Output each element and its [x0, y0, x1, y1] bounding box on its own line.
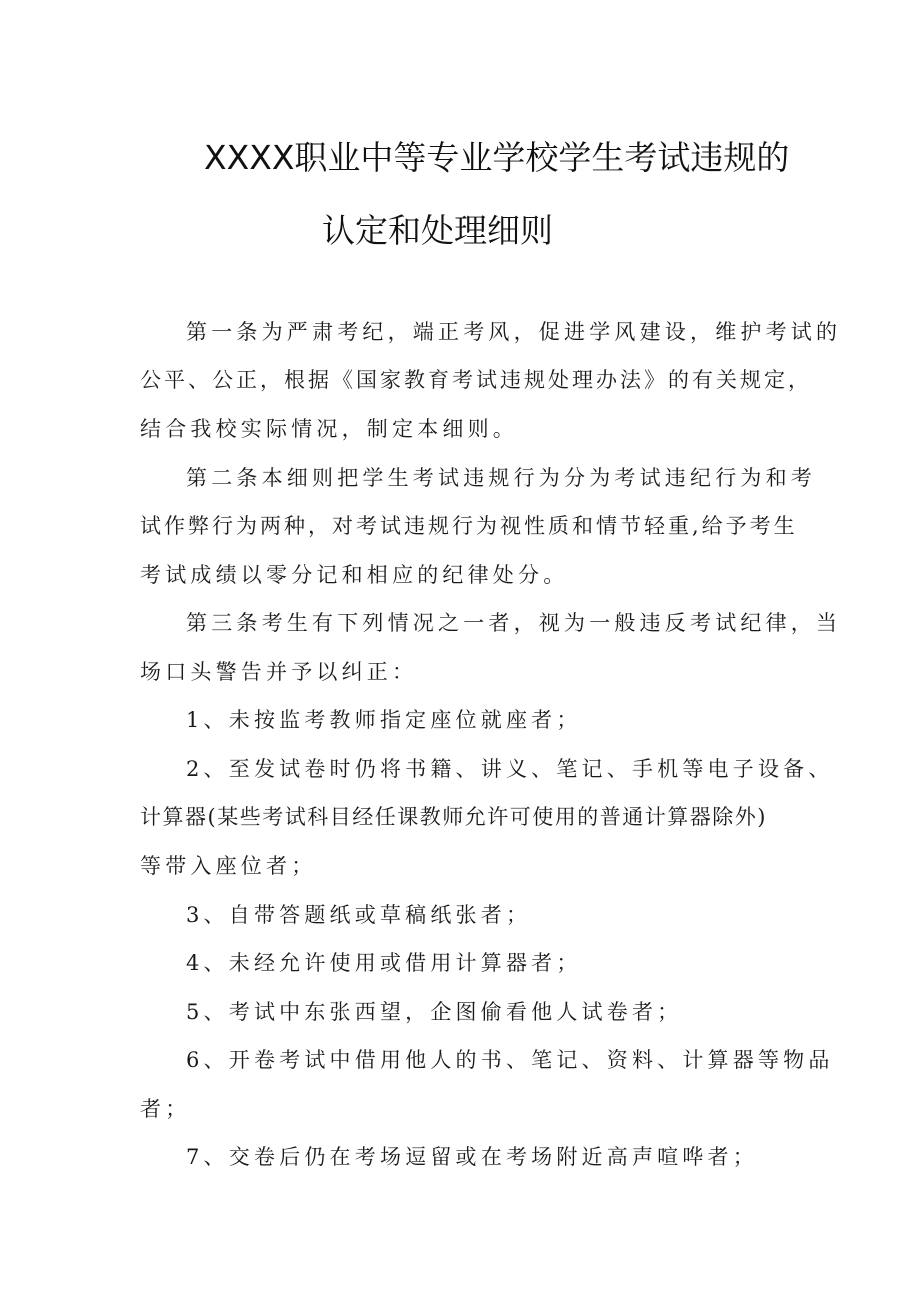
list-item-7: 7、交卷后仍在考场逗留或在考场附近高声喧哗者； — [186, 1145, 758, 1169]
document-title-line-1: XXXX职业中等专业学校学生考试违规的 — [204, 138, 790, 177]
list-item-1: 1、未按监考教师指定座位就座者； — [186, 708, 582, 732]
article-2-line-2: 试作弊行为两种，对考试违规行为视性质和情节轻重,给予考生 — [140, 514, 798, 538]
article-1-line-1: 第一条为严肃考纪，端正考风，促进学风建设，维护考试的 — [186, 320, 842, 344]
article-2-line-1: 第二条本细则把学生考试违规行为分为考试违纪行为和考 — [186, 466, 816, 490]
article-3-line-1: 第三条考生有下列情况之一者，视为一般违反考试纪律，当 — [186, 611, 842, 635]
article-1-line-3: 结合我校实际情况，制定本细则。 — [140, 417, 518, 441]
article-2-line-3: 考试成绩以零分记和相应的纪律处分。 — [140, 563, 569, 587]
list-item-2-line-2: 计算器(某些考试科目经任课教师允许可使用的普通计算器除外) — [140, 805, 767, 829]
list-item-4: 4、未经允许使用或借用计算器者； — [186, 951, 582, 975]
list-item-2-line-1: 2、至发试卷时仍将书籍、讲义、笔记、手机等电子设备、 — [186, 757, 834, 781]
list-item-6-line-2: 者； — [140, 1097, 191, 1121]
list-item-3: 3、自带答题纸或草稿纸张者； — [186, 903, 532, 927]
list-item-2-line-3: 等带入座位者； — [140, 854, 317, 878]
list-item-5: 5、考试中东张西望，企图偷看他人试卷者； — [186, 1000, 683, 1024]
list-item-6-line-1: 6、开卷考试中借用他人的书、笔记、资料、计算器等物品 — [186, 1048, 834, 1072]
article-3-line-2: 场口头警告并予以纠正： — [140, 660, 418, 684]
article-1-line-2: 公平、公正，根据《国家教育考试违规处理办法》的有关规定， — [140, 368, 812, 392]
document-title-line-2: 认定和处理细则 — [322, 211, 553, 250]
